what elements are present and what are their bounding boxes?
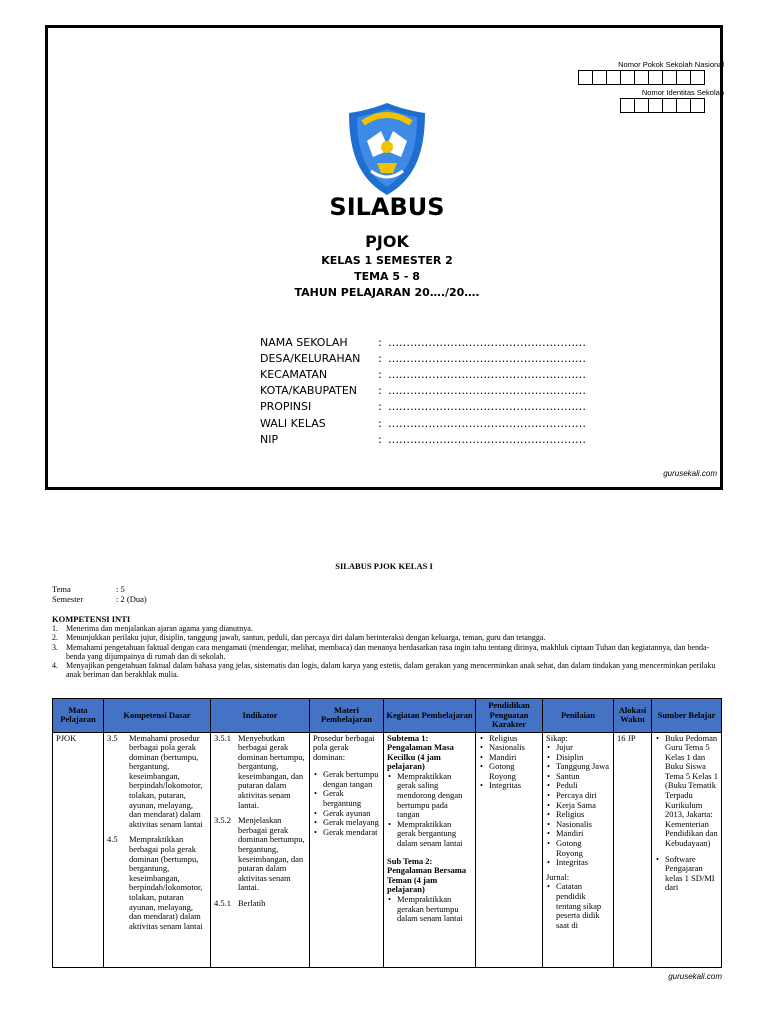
col-penilaian: Penilaian [543,699,614,733]
id-block [576,60,726,113]
cell-karakter: • Religius • Nasionalis • Mandiri • Gotong Royong • Integritas [476,732,543,967]
cover-title: SILABUS [329,193,445,221]
nis-label: Nomor Identitas Sekolah [641,88,724,97]
semester-label: Semester [52,594,84,604]
field-row: WALI KELAS : ……………………………………………… [260,416,586,430]
npsn-boxes [579,70,726,85]
cell-penilaian: Sikap: • Jujur • Disiplin • Tanggung Jawa • Santun • Peduli • Percaya diri • Kerja Sama • Religius • Nasionalis • Mandiri • Gotong Royong • Integritas Jurnal: • Catatan pendidik tentang sikap peserta didik saat di [543,732,614,967]
field-row: NIP : ……………………………………………… [260,432,586,446]
col-alokasi: Alokasi Waktu [614,699,652,733]
cover-watermark: gurusekali.com [663,469,717,478]
tut-wuri-handayani-logo [345,101,429,197]
doc-watermark: gurusekali.com [668,972,722,981]
ki-item: 3. Memahami pengetahuan faktual dengan cara mengamati (mendengar, melihat, membaca) dan menanya berdasarkan rasa ingin tahu tentang dirinya, makhluk ciptaan Tuhan dan kegiatannya, dan benda-benda yang dijumpainya di rumah dan di sekolah. [52,642,710,661]
doc-meta [52,584,147,604]
cell-mapel: PJOK [53,732,104,967]
col-mata-pelajaran: Mata Pelajaran [53,699,104,733]
field-row: PROPINSI : ……………………………………………… [260,400,586,414]
nis-boxes [621,98,726,113]
cell-materi: Prosedur berbagai pola gerak dominan: • Gerak bertumpu dengan tangan • Gerak bergantung • Gerak ayunan • Gerak melayang • Gerak mendarat [310,732,384,967]
table-header-row [53,699,722,733]
cell-sumber: • Buku Pedoman Guru Tema 5 Kelas 1 dan Buku Siswa Tema 5 Kelas 1 (Buku Tematik Terpadu Kurikulum 2013, Jakarta: Kementerian Pendidikan dan Kebudayaan) • Software Pengajaran kelas 1 SD/MI dari [652,732,722,967]
school-fields [260,334,586,447]
cover-year: TAHUN PELAJARAN 20…./20…. [294,286,480,299]
cell-indikator: 3.5.1 Menyebutkan berbagai gerak dominan bertumpu, bergantung, keseimbangan, dan putaran dalam aktivitas senam lantai. 3.5.2 Menjelaskan berbagai gerak dominan bertumpu, bergantung, keseimbangan, dan putaran dalam aktivitas senam lantai. 4.5.1 Berlatih [211,732,310,967]
col-indikator: Indikator [211,699,310,733]
silabus-table [52,698,722,968]
cell-kd: 3.5 Memahami prosedur berbagai pola gerak dominan (bertumpu, bergantung, keseimbangan, berpindah/lokomotor, tolakan, putaran, ayunan, melayang, dan mendarat) dalam aktivitas senam lantai 4.5 Mempraktikkan berbagai pola gerak dominan (bertumpu, bergantung, keseimbangan, berpindah/lokomotor, tolakan, putaran ayunan, melayang, dan mendarat) dalam aktivitas senam lantai [104,732,211,967]
field-row: KECAMATAN : ……………………………………………… [260,367,586,381]
ki-title: KOMPETENSI INTI [52,614,131,624]
semester-value: : 2 (Dua) [116,594,147,604]
cover-subject: PJOK [365,232,409,251]
cell-kegiatan: Subtema 1: Pengalaman Masa Kecilku (4 jam pelajaran) • Mempraktikkan gerak saling mendorong dengan bertumpu pada tangan • Mempraktikkan gerak bergantung dalam senam lantai Sub Tema 2: Pengalaman Bersama Teman (4 jam pelajaran) • Mempraktikkan gerakan bertumpu dalam senam lantai [384,732,476,967]
doc-title: SILABUS PJOK KELAS I [335,561,433,571]
col-sumber: Sumber Belajar [652,699,722,733]
col-karakter: Pendidikan Penguatan Karakter [476,699,543,733]
cover-theme: TEMA 5 - 8 [354,270,420,283]
tema-value: : 5 [116,584,125,594]
col-materi: Materi Pembelajaran [310,699,384,733]
kompetensi-inti [52,615,722,679]
table-row [53,732,722,967]
cover-page [45,25,723,490]
field-row: DESA/KELURAHAN : ……………………………………………… [260,351,586,365]
tema-label: Tema [52,584,71,594]
cell-alokasi: 16 JP [614,732,652,967]
ki-item: 4. Menyajikan pengetahuan faktual dalam bahasa yang jelas, sistematis dan logis, dalam karya yang estetis, dalam gerakan yang mencerminkan anak sehat, dan dalam tindakan yang mencerminkan perilaku anak beriman dan berakhlak mulia. [52,661,716,680]
field-row: NAMA SEKOLAH : ……………………………………………… [260,335,586,349]
ki-item: 1. Menerima dan menjalankan ajaran agama yang dianutnya. [52,624,253,634]
ki-item: 2. Menunjukkan perilaku jujur, disiplin, tanggung jawab, santun, peduli, dan percaya diri dalam berinteraksi dengan keluarga, teman, guru dan tetangga. [52,633,546,643]
col-kompetensi-dasar: Kompetensi Dasar [104,699,211,733]
col-kegiatan: Kegiatan Pembelajaran [384,699,476,733]
npsn-label: Nomor Pokok Sekolah Nasional [618,60,724,69]
field-row: KOTA/KABUPATEN : ……………………………………………… [260,384,586,398]
cover-class-semester: KELAS 1 SEMESTER 2 [321,254,453,267]
